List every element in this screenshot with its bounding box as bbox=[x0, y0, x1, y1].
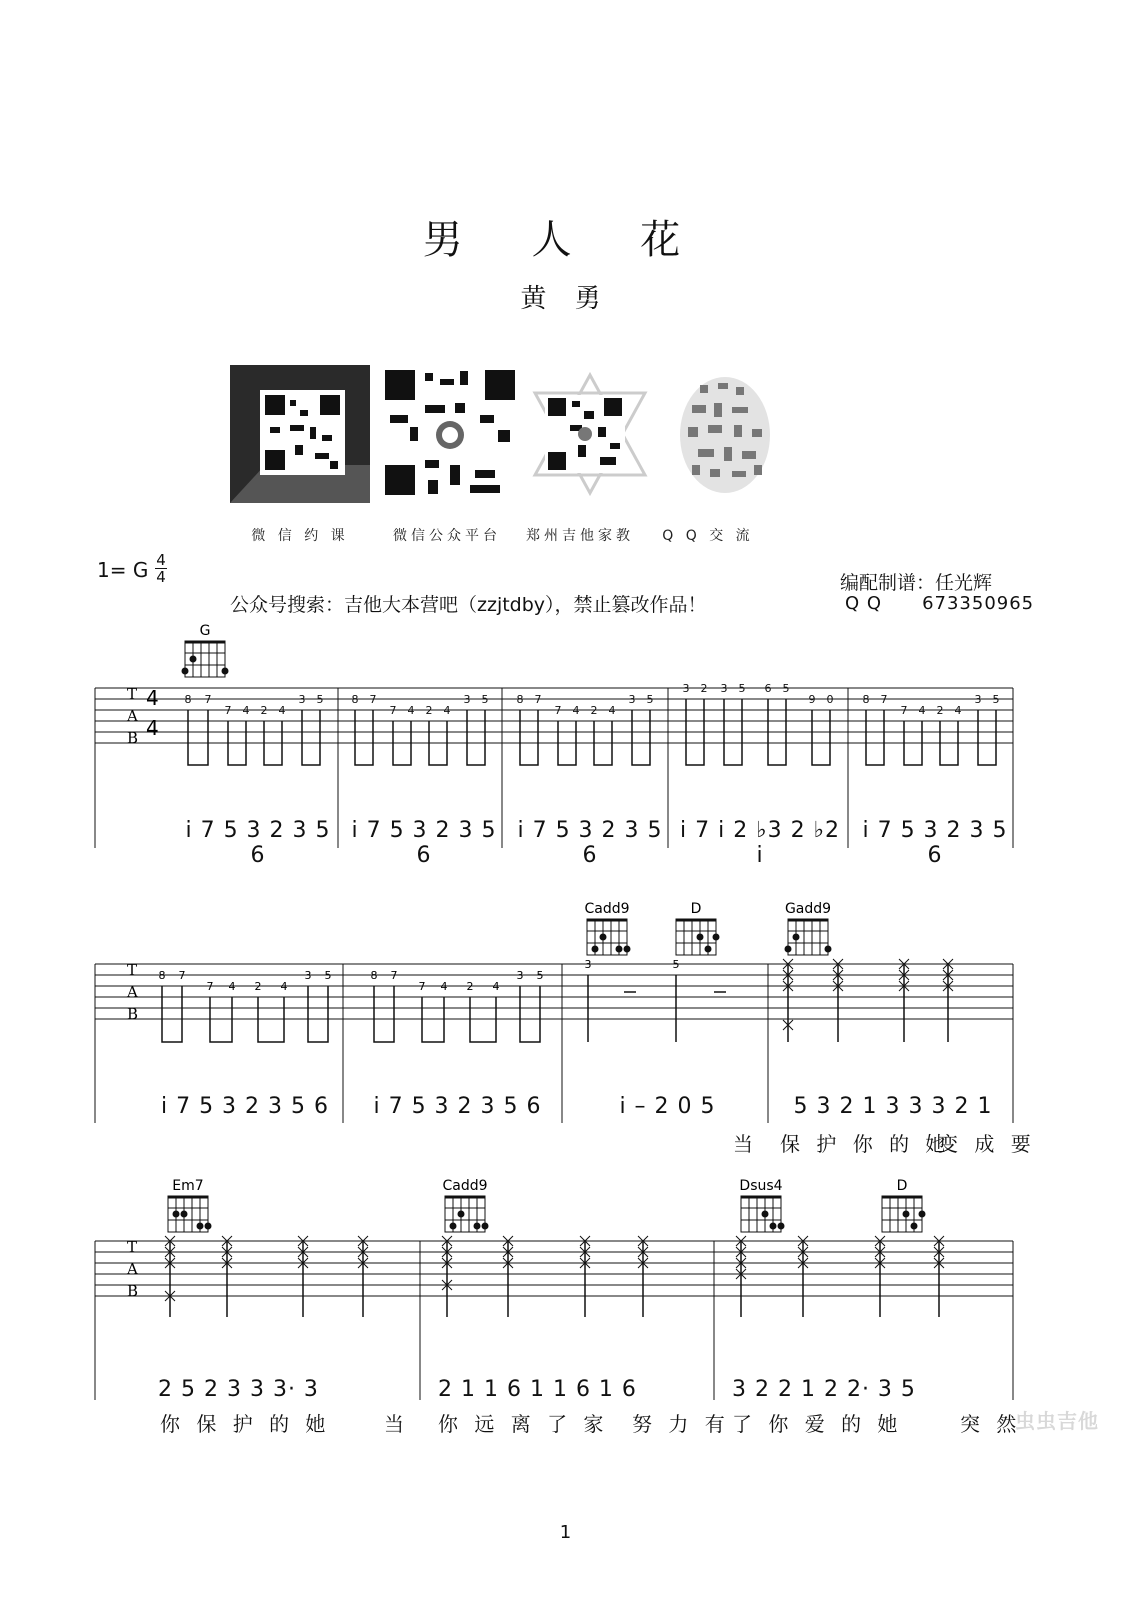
chord-name-em7: Em7 bbox=[172, 1178, 204, 1194]
jianpu-measure-1-1: i 7 5 3 2 3 5 6 bbox=[185, 818, 331, 868]
tab-letter-t-3: T bbox=[127, 1238, 138, 1256]
jianpu-measure-3-3: 3 2 2 1 2 2· 3 5 bbox=[732, 1377, 916, 1402]
jianpu-measure-2-3: i – 2 0 5 bbox=[619, 1094, 716, 1119]
meter-bottom: 4 bbox=[156, 568, 166, 586]
chord-name-g: G bbox=[199, 623, 211, 639]
arranger-credit: 编配制谱：任光辉 bbox=[840, 572, 993, 594]
lyric-3-2: 当 bbox=[384, 1412, 409, 1436]
qr-code-wechat-public bbox=[380, 365, 520, 503]
song-artist: 黄 勇 bbox=[520, 284, 611, 314]
svg-text:7: 7 bbox=[224, 704, 232, 717]
svg-text:5: 5 bbox=[992, 693, 1000, 706]
svg-text:8: 8 bbox=[184, 693, 192, 706]
svg-text:7: 7 bbox=[418, 980, 426, 993]
svg-text:4: 4 bbox=[572, 704, 580, 717]
svg-text:3: 3 bbox=[628, 693, 636, 706]
time-signature bbox=[155, 552, 167, 585]
svg-text:8: 8 bbox=[516, 693, 524, 706]
svg-text:7: 7 bbox=[178, 969, 186, 982]
svg-text:2: 2 bbox=[936, 704, 944, 717]
tab-letter-t-2: T bbox=[127, 961, 138, 979]
qr-code-qq-penguin bbox=[655, 365, 795, 503]
svg-text:2: 2 bbox=[254, 980, 262, 993]
tab-time-top: 4 bbox=[146, 686, 159, 710]
lyric-2-3: 变 成 要 bbox=[938, 1132, 1036, 1156]
chord-diagram-g bbox=[182, 623, 229, 677]
qr-label-wechat-lesson: 微 信 约 课 bbox=[251, 528, 349, 544]
chord-name-d: D bbox=[690, 901, 702, 917]
svg-text:3: 3 bbox=[298, 693, 306, 706]
chord-name-d-2: D bbox=[896, 1178, 908, 1194]
svg-text:5: 5 bbox=[738, 682, 746, 695]
svg-text:5: 5 bbox=[316, 693, 324, 706]
svg-text:5: 5 bbox=[782, 682, 790, 695]
qr-label-zhengzhou-guitar: 郑州吉他家教 bbox=[526, 528, 634, 544]
tab-letter-t: T bbox=[127, 685, 138, 703]
svg-text:4: 4 bbox=[608, 704, 616, 717]
chord-diagram-cadd9 bbox=[584, 901, 630, 955]
copyright-notice: 公众号搜索：吉他大本营吧（zzjtdby），禁止篡改作品！ bbox=[230, 594, 707, 616]
chord-name-gadd9: Gadd9 bbox=[784, 901, 832, 917]
chord-diagram-cadd9-2 bbox=[442, 1178, 488, 1232]
watermark: 虫虫吉他 bbox=[1015, 1409, 1099, 1433]
lyric-3-3: 你 远 离 了 家 bbox=[438, 1412, 609, 1436]
chord-diagram-gadd9 bbox=[785, 901, 832, 955]
svg-text:0: 0 bbox=[826, 693, 834, 706]
qr-label-qq: Q Q 交 流 bbox=[662, 528, 754, 544]
svg-text:8: 8 bbox=[370, 969, 378, 982]
jianpu-measure-3-2: 2 1 1 6 1 1 6 1 6 bbox=[438, 1377, 637, 1402]
svg-text:7: 7 bbox=[390, 969, 398, 982]
jianpu-measure-1-3: i 7 5 3 2 3 5 6 bbox=[517, 818, 663, 868]
chord-name-dsus4: Dsus4 bbox=[739, 1178, 783, 1194]
svg-text:4: 4 bbox=[954, 704, 962, 717]
svg-text:4: 4 bbox=[492, 980, 500, 993]
jianpu-measure-1-5: i 7 5 3 2 3 5 6 bbox=[862, 818, 1008, 868]
jianpu-measure-2-1: i 7 5 3 2 3 5 6 bbox=[160, 1094, 330, 1119]
lyric-3-4: 努 力 有 bbox=[632, 1412, 730, 1436]
jianpu-measure-2-4: 5 3 2 1 3 3 3 2 1 bbox=[793, 1094, 993, 1119]
svg-text:8: 8 bbox=[351, 693, 359, 706]
jianpu-measure-1-2: i 7 5 3 2 3 5 6 bbox=[351, 818, 497, 868]
tab-letter-b: B bbox=[127, 729, 139, 747]
svg-text:3: 3 bbox=[304, 969, 312, 982]
qr-label-wechat-public: 微信公众平台 bbox=[393, 528, 501, 544]
qr-code-wechat-lesson bbox=[230, 365, 370, 503]
svg-text:5: 5 bbox=[324, 969, 332, 982]
svg-text:7: 7 bbox=[880, 693, 888, 706]
lyric-2-2: 保 护 你 的 她 bbox=[780, 1132, 951, 1156]
svg-text:3: 3 bbox=[463, 693, 471, 706]
svg-text:3: 3 bbox=[682, 682, 690, 695]
song-title: 男 人 花 bbox=[422, 217, 709, 263]
svg-text:2: 2 bbox=[590, 704, 598, 717]
svg-text:3: 3 bbox=[974, 693, 982, 706]
meter-top: 4 bbox=[156, 551, 166, 569]
svg-text:7: 7 bbox=[900, 704, 908, 717]
jianpu-measure-2-2: i 7 5 3 2 3 5 6 bbox=[373, 1094, 542, 1119]
svg-text:9: 9 bbox=[808, 693, 816, 706]
svg-text:7: 7 bbox=[204, 693, 212, 706]
svg-text:4: 4 bbox=[440, 980, 448, 993]
svg-text:5: 5 bbox=[481, 693, 489, 706]
lyric-3-1: 你 保 护 的 她 bbox=[160, 1412, 331, 1436]
svg-text:3: 3 bbox=[584, 958, 592, 971]
svg-text:4: 4 bbox=[407, 704, 415, 717]
qr-code-zhengzhou-guitar bbox=[520, 365, 660, 503]
svg-text:7: 7 bbox=[369, 693, 377, 706]
chord-name-cadd9: Cadd9 bbox=[584, 901, 630, 917]
svg-text:2: 2 bbox=[425, 704, 433, 717]
svg-text:5: 5 bbox=[672, 958, 680, 971]
svg-text:6: 6 bbox=[764, 682, 772, 695]
page-number: 1 bbox=[559, 1522, 572, 1543]
chord-diagram-d-2 bbox=[882, 1178, 926, 1232]
svg-text:5: 5 bbox=[646, 693, 654, 706]
svg-text:7: 7 bbox=[206, 980, 214, 993]
svg-text:8: 8 bbox=[158, 969, 166, 982]
lyric-2-1: 当 bbox=[733, 1132, 758, 1156]
svg-text:2: 2 bbox=[260, 704, 268, 717]
tab-system-3 bbox=[0, 1172, 1131, 1412]
qq-contact bbox=[845, 593, 1034, 614]
lyric-3-5: 了 你 爱 的 她 bbox=[732, 1412, 903, 1436]
lyric-3-6: 突 然 bbox=[960, 1412, 1022, 1436]
svg-text:2: 2 bbox=[700, 682, 708, 695]
tab-letter-b-2: B bbox=[127, 1005, 139, 1023]
svg-text:7: 7 bbox=[534, 693, 542, 706]
tab-letter-b-3: B bbox=[127, 1282, 139, 1300]
svg-text:7: 7 bbox=[389, 704, 397, 717]
svg-text:4: 4 bbox=[280, 980, 288, 993]
svg-text:4: 4 bbox=[228, 980, 236, 993]
svg-text:3: 3 bbox=[720, 682, 728, 695]
chord-diagram-em7 bbox=[168, 1178, 212, 1232]
jianpu-measure-1-4: i 7 i 2 ♭3 2 ♭2 i bbox=[680, 818, 840, 868]
qq-label: Q Q bbox=[845, 593, 883, 614]
qq-number: 673350965 bbox=[922, 593, 1035, 614]
svg-text:5: 5 bbox=[536, 969, 544, 982]
key-signature: 1= G bbox=[97, 558, 149, 582]
svg-text:7: 7 bbox=[554, 704, 562, 717]
svg-text:4: 4 bbox=[242, 704, 250, 717]
svg-text:8: 8 bbox=[862, 693, 870, 706]
tab-letter-a-2: A bbox=[127, 983, 138, 1001]
tab-letter-a-3: A bbox=[127, 1260, 138, 1278]
svg-text:3: 3 bbox=[516, 969, 524, 982]
tab-letter-a: A bbox=[127, 707, 138, 725]
svg-text:2: 2 bbox=[466, 980, 474, 993]
chord-diagram-dsus4 bbox=[739, 1178, 784, 1232]
svg-text:4: 4 bbox=[918, 704, 926, 717]
tab-time-bottom: 4 bbox=[146, 716, 159, 740]
chord-diagram-d bbox=[676, 901, 720, 955]
svg-text:4: 4 bbox=[443, 704, 451, 717]
chord-name-cadd9-2: Cadd9 bbox=[442, 1178, 488, 1194]
jianpu-measure-3-1: 2 5 2 3 3 3· 3 bbox=[158, 1377, 319, 1402]
svg-text:4: 4 bbox=[278, 704, 286, 717]
